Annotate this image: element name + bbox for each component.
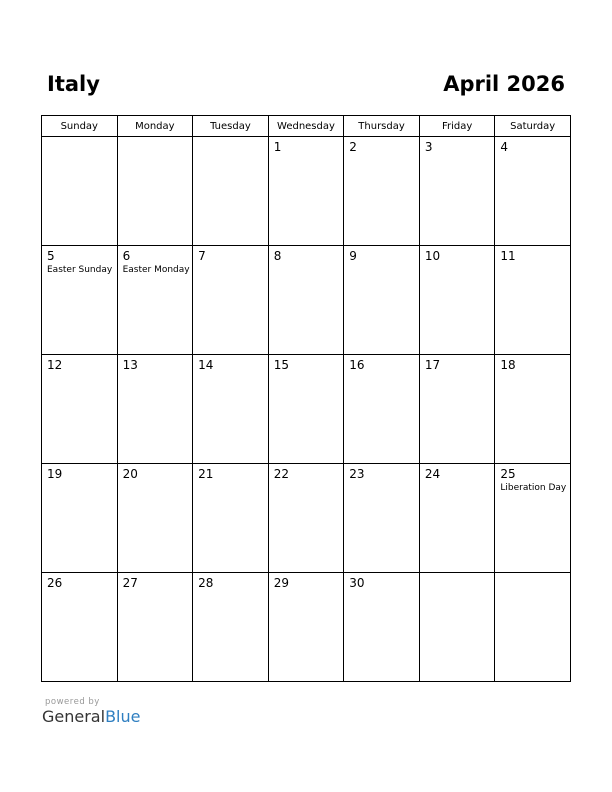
day-number: 18: [500, 358, 516, 372]
day-number: 23: [349, 467, 365, 481]
day-number: 14: [198, 358, 214, 372]
day-cell: [193, 573, 269, 682]
day-number: 28: [198, 576, 214, 590]
day-cell: [419, 246, 495, 355]
day-number: 22: [273, 467, 289, 481]
day-cell: [495, 137, 571, 246]
day-number: 11: [500, 249, 516, 263]
holiday-label: Easter Sunday: [47, 265, 113, 275]
day-number: 1: [273, 140, 282, 154]
day-number: 20: [122, 467, 138, 481]
day-number: 12: [47, 358, 63, 372]
logo-general-text: General: [42, 707, 106, 726]
day-cell: [117, 246, 193, 355]
day-cell: [344, 464, 420, 573]
empty-day-cell: [193, 137, 269, 246]
day-number: 15: [273, 358, 289, 372]
day-number: 17: [424, 358, 441, 372]
day-number: 4: [500, 140, 509, 154]
empty-day-cell: [117, 137, 193, 246]
powered-by-label: powered by: [45, 697, 100, 707]
day-number: 3: [424, 140, 433, 154]
day-number: 10: [424, 249, 441, 263]
logo-blue-text: Blue: [105, 707, 141, 726]
day-cell: [495, 246, 571, 355]
week-row: [42, 464, 571, 573]
month-title: April 2026: [443, 72, 565, 96]
day-cell: [344, 573, 420, 682]
day-cell: [193, 246, 269, 355]
day-cell: [344, 137, 420, 246]
day-cell: [419, 464, 495, 573]
day-number: 24: [424, 467, 441, 481]
day-number: 5: [47, 249, 55, 263]
weekday-thursday: Thursday: [344, 116, 420, 137]
day-number: 27: [122, 576, 138, 590]
day-cell: [344, 246, 420, 355]
day-cell: [268, 355, 344, 464]
week-row: [42, 246, 571, 355]
day-cell: [495, 355, 571, 464]
empty-day-cell: [419, 573, 495, 682]
day-cell: [495, 464, 571, 573]
weekday-sunday: Sunday: [42, 116, 118, 137]
day-cell: [193, 355, 269, 464]
day-cell: [268, 573, 344, 682]
week-row: [42, 573, 571, 682]
day-number: 16: [349, 358, 365, 372]
day-number: 9: [349, 249, 357, 263]
holiday-label: Easter Monday: [122, 265, 190, 275]
day-cell: [42, 246, 118, 355]
weekday-saturday: Saturday: [495, 116, 571, 137]
country-title: Italy: [47, 72, 100, 96]
day-number: 7: [198, 249, 206, 263]
day-number: 19: [47, 467, 63, 481]
generalblue-logo[interactable]: [42, 707, 140, 726]
day-number: 29: [273, 576, 289, 590]
day-cell: [117, 573, 193, 682]
day-cell: [344, 355, 420, 464]
day-number: 6: [122, 249, 131, 263]
weekday-friday: Friday: [419, 116, 495, 137]
calendar-grid: [41, 115, 571, 682]
week-row: [42, 355, 571, 464]
day-cell: [419, 137, 495, 246]
day-number: 8: [273, 249, 282, 263]
day-number: 30: [349, 576, 365, 590]
day-cell: [42, 355, 118, 464]
day-cell: [42, 464, 118, 573]
day-cell: [117, 464, 193, 573]
day-cell: [42, 573, 118, 682]
day-number: 21: [198, 467, 214, 481]
weekday-tuesday: Tuesday: [193, 116, 269, 137]
day-number: 13: [122, 358, 138, 372]
weekday-wednesday: Wednesday: [268, 116, 344, 137]
day-cell: [419, 355, 495, 464]
day-cell: [268, 137, 344, 246]
day-number: 25: [500, 467, 516, 481]
holiday-label: Liberation Day: [500, 483, 567, 493]
empty-day-cell: [42, 137, 118, 246]
weekday-monday: Monday: [117, 116, 193, 137]
weekday-header-row: [42, 116, 571, 137]
empty-day-cell: [495, 573, 571, 682]
day-cell: [268, 246, 344, 355]
day-number: 26: [47, 576, 63, 590]
day-cell: [193, 464, 269, 573]
day-cell: [268, 464, 344, 573]
week-row: [42, 137, 571, 246]
day-cell: [117, 355, 193, 464]
day-number: 2: [349, 140, 357, 154]
